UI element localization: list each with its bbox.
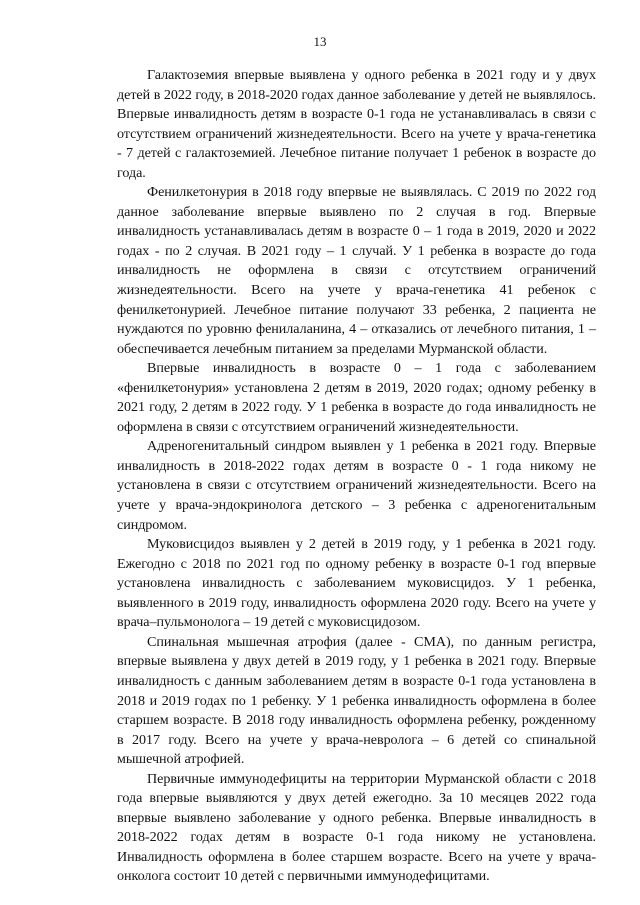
paragraph-phenylketonuria: Фенилкетонурия в 2018 году впервые не выявлялась. С 2019 по 2022 год данное заболевание впервые выявлено по 2 случая в год. Впервые инвалидность устанавливалась детям в возрасте 0 – 1 года в 2019, 2020 и 2022 годах - по 2 случая. В 2021 году – 1 случай. У 1 ребенка в возрасте до года инвалидность не оформлена в связи с отсутствием ограничений жизнедеятельности. Всего на учете у врача-генетика 41 ребенок с фенилкетонурией. Лечебное питание получают 33 ребенка, 2 пациента не нуждаются по уровню фенилаланина, 4 – отказались от лечебного питания, 1 – обеспечивается лечебным питанием за пределами Мурманской области. xyxy=(117,184,596,357)
document-body xyxy=(117,66,596,887)
paragraph-primary-immunodeficiencies: Первичные иммунодефициты на территории Мурманской области с 2018 года впервые выявляются у двух детей ежегодно. За 10 месяцев 2022 года впервые выявлено заболевание у одного ребенка. Впервые инвалидность в 2018-2022 годах детям в возрасте 0-1 года никому не установлена. Инвалидность оформлена в более старшем возрасте. Всего на учете у врача-онколога состоит 10 детей с первичными иммунодефицитами. xyxy=(117,770,596,885)
paragraph-galactosemia: Галактоземия впервые выявлена у одного ребенка в 2021 году и у двух детей в 2022 году, в 2018-2020 годах данное заболевание у детей не выявлялось. Впервые инвалидность детям в возрасте 0-1 года не устанавливалась в связи с отсутствием ограничений жизнедеятельности. Всего на учете у врача-генетика - 7 детей с галактоземией. Лечебное питание получает 1 ребенок в возрасте до года. xyxy=(117,67,596,181)
page-number: 13 xyxy=(313,34,327,49)
paragraph-spinal-muscular-atrophy: Спинальная мышечная атрофия (далее - СМА), по данным регистра, впервые выявлена у двух детей в 2019 году, у 1 ребенка в 2021 году. Впервые инвалидность с данным заболеванием детям в возрасте 0-1 года установлена в 2018 и 2019 годах по 1 ребенку. У 1 ребенка инвалидность оформлена в более старшем возрасте. В 2018 году инвалидность оформлена ребенку, рожденному в 2017 году. Всего на учете у врача-невролога – 6 детей со спинальной мышечной атрофией. xyxy=(117,633,596,768)
paragraph-phenylketonuria-disability: Впервые инвалидность в возрасте 0 – 1 года с заболеванием «фенилкетонурия» установлена 2 детям в 2019, 2020 годах; одному ребенку в 2021 году, 2 детям в 2022 году. У 1 ребенка в возрасте до года инвалидность не оформлена в связи с отсутствием ограничений жизнедеятельности. xyxy=(117,360,596,435)
paragraph-cystic-fibrosis: Муковисцидоз выявлен у 2 детей в 2019 году, у 1 ребенка в 2021 году. Ежегодно с 2018 по 2021 год по одному ребенку в возрасте 0-1 год впервые установлена инвалидность с заболеванием муковисцидоз. У 1 ребенка, выявленного в 2019 году, инвалидность оформлена 2020 году. Всего на учете у врача–пульмонолога – 19 детей с муковисцидозом. xyxy=(117,536,596,631)
paragraph-adrenogenital-syndrome: Адреногенитальный синдром выявлен у 1 ребенка в 2021 году. Впервые инвалидность в 2018-2022 годах детям в возрасте 0 - 1 года никому не установлена в связи с отсутствием ограничений жизнедеятельности. Всего на учете у врача-эндокринолога детского – 3 ребенка с адреногенитальным синдромом. xyxy=(117,438,596,533)
